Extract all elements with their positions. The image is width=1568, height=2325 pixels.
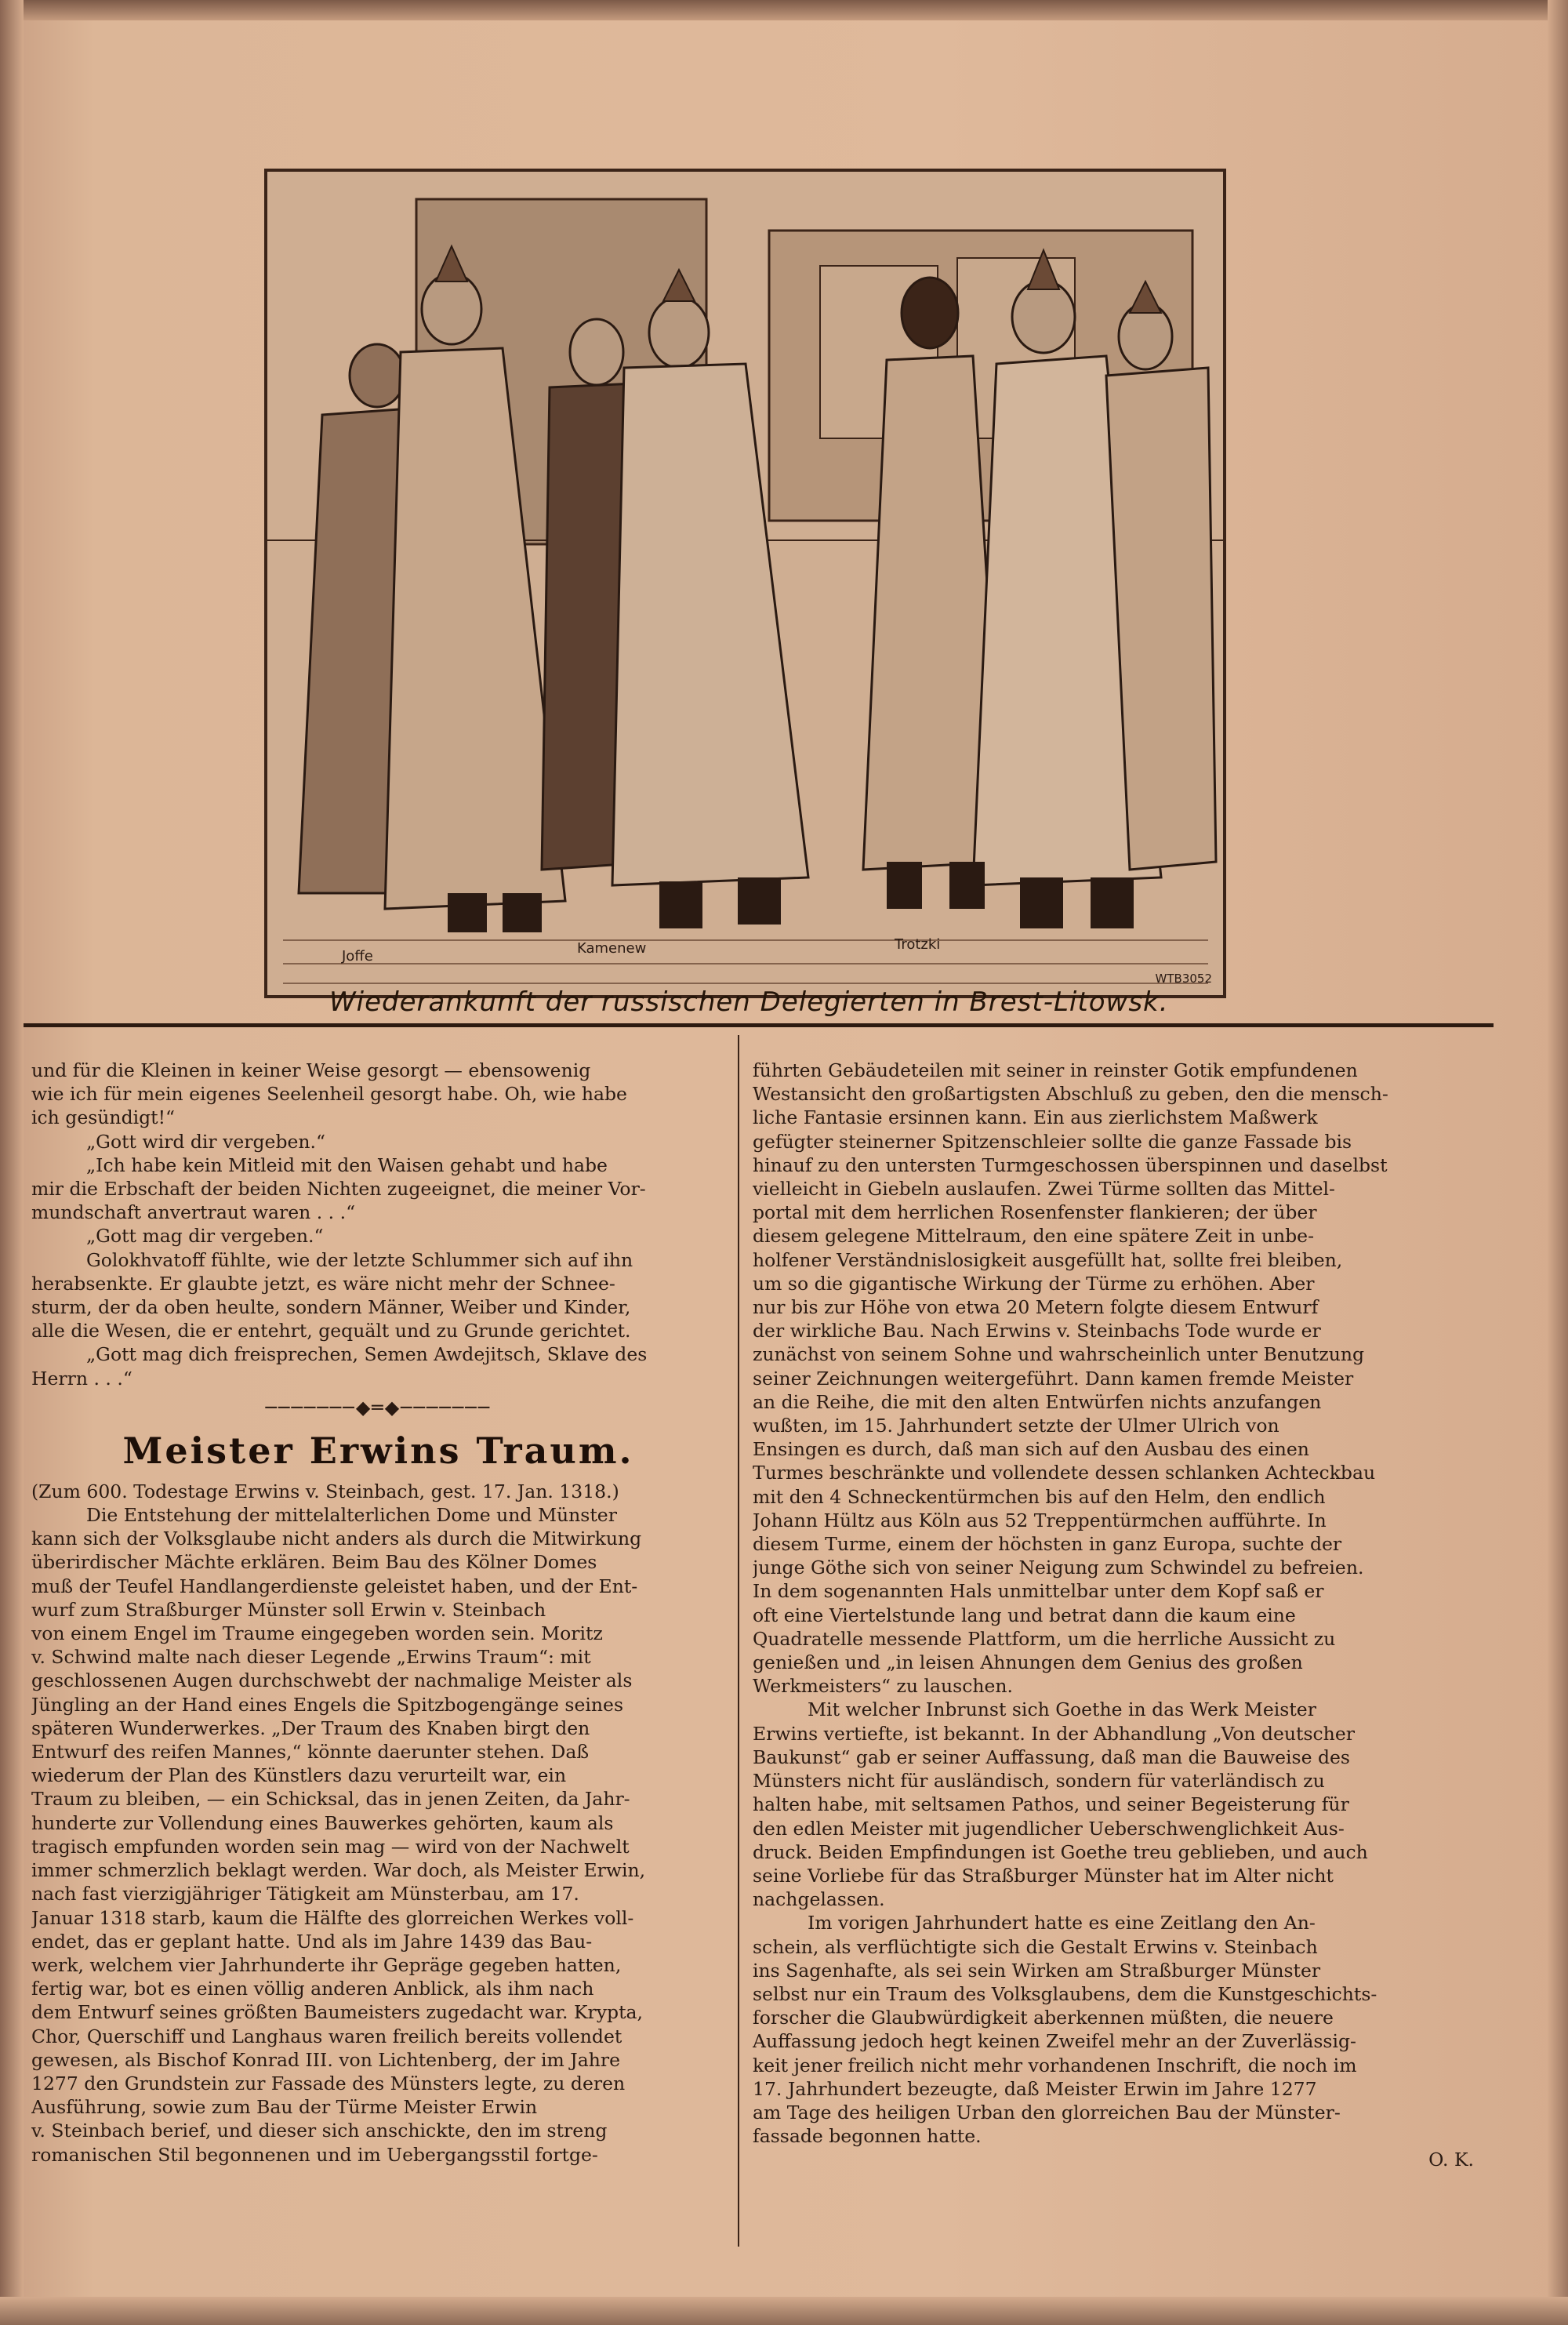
- text-line: Turmes beschränkte und vollendete dessen schlanken Achteckbau: [753, 1462, 1376, 1484]
- text-line: führten Gebäudeteilen mit seiner in reinster Gotik empfundenen: [753, 1059, 1358, 1081]
- page-left-edge: [0, 0, 24, 2325]
- text-line: nach fast vierzigjähriger Tätigkeit am Münsterbau, am 17.: [31, 1883, 579, 1905]
- illustration-caption: Wiederankunft der russischen Delegierten in Brest-Litowsk.: [329, 986, 1169, 1018]
- text-line: 17. Jahrhundert bezeugte, daß Meister Erwin im Jahre 1277: [753, 2077, 1317, 2100]
- text-line: am Tage des heiligen Urban den glorreichen Bau der Münster-: [753, 2101, 1341, 2123]
- text-line: v. Schwind malte nach dieser Legende „Erwins Traum“: mit: [31, 1646, 591, 1669]
- text-line: immer schmerzlich beklagt werden. War doch, als Meister Erwin,: [31, 1859, 646, 1882]
- text-line: Mit welcher Inbrunst sich Goethe in das Werk Meister: [808, 1698, 1316, 1721]
- text-line: oft eine Viertelstunde lang und betrat dann die kaum eine: [753, 1604, 1296, 1626]
- text-line: In dem sogenannten Hals unmittelbar unter dem Kopf saß er: [753, 1580, 1324, 1603]
- text-line: hinauf zu den untersten Turmgeschossen überspinnen und daselbst: [753, 1153, 1388, 1176]
- text-line: tragisch empfunden worden sein mag — wird von der Nachwelt: [31, 1835, 630, 1858]
- text-line: liche Fantasie ersinnen kann. Ein aus zierlichstem Maßwerk: [753, 1106, 1318, 1129]
- text-line: Traum zu bleiben, — ein Schicksal, das in jenen Zeiten, da Jahr-: [31, 1788, 630, 1811]
- text-line: Johann Hültz aus Köln aus 52 Treppentürmchen aufführte. In: [753, 1509, 1327, 1531]
- text-line: muß der Teufel Handlangerdienste geleistet haben, und der Ent-: [31, 1575, 638, 1597]
- text-line: fassade begonnen hatte.: [753, 2125, 982, 2148]
- text-line: „Gott wird dir vergeben.“: [86, 1130, 326, 1153]
- text-line: druck. Beiden Empfindungen ist Goethe treu geblieben, und auch: [753, 1840, 1368, 1863]
- text-line: Golokhvatoff fühlte, wie der letzte Schlummer sich auf ihn: [86, 1248, 633, 1271]
- label-trotzki: Trotzki: [895, 936, 941, 953]
- text-line: junge Göthe sich von seiner Neigung zum Schwindel zu befreien.: [753, 1557, 1364, 1579]
- text-line: sturm, der da oben heulte, sondern Männer, Weiber und Kinder,: [31, 1296, 631, 1319]
- text-line: kann sich der Volksglaube nicht anders als durch die Mitwirkung: [31, 1528, 642, 1550]
- article-heading: Meister Erwins Traum.: [122, 1429, 634, 1472]
- text-line: Im vorigen Jahrhundert hatte es eine Zeitlang den An-: [808, 1912, 1316, 1934]
- text-line: halten habe, mit seltsamen Pathos, und seiner Begeisterung für: [753, 1793, 1349, 1816]
- page-bottom-edge: [0, 2297, 1568, 2325]
- text-line: gefügter steinerner Spitzenschleier sollte die ganze Fassade bis: [753, 1130, 1352, 1153]
- text-line: „Gott mag dir vergeben.“: [86, 1225, 324, 1248]
- text-line: v. Steinbach berief, und dieser sich anschickte, den im streng: [31, 2120, 608, 2142]
- article-subheading: (Zum 600. Todestage Erwins v. Steinbach, gest. 17. Jan. 1318.): [31, 1480, 619, 1502]
- text-line: überirdischer Mächte erklären. Beim Bau des Kölner Domes: [31, 1551, 597, 1574]
- text-line: geschlossenen Augen durchschwebt der nachmalige Meister als: [31, 1669, 633, 1692]
- text-line: Chor, Querschiff und Langhaus waren freilich bereits vollendet: [31, 2025, 622, 2047]
- text-line: Januar 1318 starb, kaum die Hälfte des glorreichen Werkes voll-: [31, 1906, 634, 1929]
- text-line: „Gott mag dich freisprechen, Semen Awdejitsch, Sklave des: [86, 1343, 648, 1366]
- column-divider: [738, 1035, 739, 2247]
- text-line: und für die Kleinen in keiner Weise gesorgt — ebensowenig: [31, 1059, 591, 1081]
- horizontal-rule: [24, 1023, 1494, 1027]
- text-line: werk, welchem vier Jahrhunderte ihr Gepräge gegeben hatten,: [31, 1953, 622, 1976]
- text-line: selbst nur ein Traum des Volksglaubens, dem die Kunstgeschichts-: [753, 1982, 1377, 2005]
- text-line: dem Entwurf seines größten Baumeisters zugedacht war. Krypta,: [31, 2001, 643, 2024]
- text-line: um so die gigantische Wirkung der Türme zu erhöhen. Aber: [753, 1272, 1315, 1295]
- text-line: zunächst von seinem Sohne und wahrscheinlich unter Benutzung: [753, 1343, 1365, 1366]
- text-line: keit jener freilich nicht mehr vorhandenen Inschrift, die noch im: [753, 2054, 1357, 2076]
- text-line: schein, als verflüchtigte sich die Gestalt Erwins v. Steinbach: [753, 1935, 1318, 1958]
- text-line: nachgelassen.: [753, 1888, 885, 1911]
- text-line: „Ich habe kein Mitleid mit den Waisen gehabt und habe: [86, 1153, 608, 1176]
- text-line: diesem gelegene Mittelraum, den eine spätere Zeit in unbe-: [753, 1225, 1315, 1248]
- text-line: Westansicht den großartigsten Abschluß zu geben, den die mensch-: [753, 1083, 1388, 1106]
- text-line: genießen und „in leisen Ahnungen dem Genius des großen: [753, 1651, 1303, 1674]
- right-column: [753, 1059, 1474, 2172]
- left-column: [31, 1059, 725, 2167]
- text-line: 1277 den Grundstein zur Fassade des Münsters legte, zu deren: [31, 2072, 626, 2094]
- text-line: seiner Zeichnungen weitergeführt. Dann kamen fremde Meister: [753, 1367, 1354, 1390]
- page-top-edge: [0, 0, 1568, 20]
- text-line: den edlen Meister mit jugendlicher Ueberschwenglichkeit Aus-: [753, 1817, 1345, 1840]
- text-line: Erwins vertiefte, ist bekannt. In der Abhandlung „Von deutscher: [753, 1722, 1355, 1745]
- text-line: diesem Turme, einem der höchsten in ganz Europa, suchte der: [753, 1533, 1342, 1556]
- text-line: wie ich für mein eigenes Seelenheil gesorgt habe. Oh, wie habe: [31, 1083, 627, 1106]
- text-line: forscher die Glaubwürdigkeit aberkennen müßten, die neuere: [753, 2007, 1334, 2029]
- text-line: an die Reihe, die mit den alten Entwürfen nichts anzufangen: [753, 1390, 1322, 1413]
- text-line: seine Vorliebe für das Straßburger Münster hat im Alter nicht: [753, 1864, 1334, 1887]
- text-line: von einem Engel im Traume eingegeben worden sein. Moritz: [31, 1622, 603, 1645]
- ornament-divider: ───────◆═◆───────: [265, 1396, 492, 1419]
- text-line: wiederum der Plan des Künstlers dazu verurteilt war, ein: [31, 1764, 567, 1787]
- text-line: Auffassung jedoch hegt keinen Zweifel mehr an der Zuverlässig-: [753, 2030, 1356, 2053]
- article-signature: O. K.: [1428, 2149, 1474, 2171]
- agency-mark: WTB3052: [1155, 972, 1212, 986]
- text-line: gewesen, als Bischof Konrad III. von Lichtenberg, der im Jahre: [31, 2048, 621, 2071]
- label-kamenew: Kamenew: [577, 940, 647, 957]
- text-line: Quadratelle messende Plattform, um die herrliche Aussicht zu: [753, 1627, 1336, 1650]
- text-line: ich gesündigt!“: [31, 1106, 176, 1129]
- text-line: endet, das er geplant hatte. Und als im Jahre 1439 das Bau-: [31, 1930, 593, 1953]
- text-line: fertig war, bot es einen völlig anderen Anblick, als ihm nach: [31, 1978, 594, 2000]
- text-line: Herrn . . .“: [31, 1367, 132, 1390]
- illustration-engraving: [264, 169, 1226, 998]
- text-line: wurf zum Straßburger Münster soll Erwin v. Steinbach: [31, 1598, 546, 1621]
- text-line: Baukunst“ gab er seiner Auffassung, daß man die Bauweise des: [753, 1746, 1350, 1768]
- text-line: späteren Wunderwerkes. „Der Traum des Knaben birgt den: [31, 1717, 590, 1739]
- text-line: Jüngling an der Hand eines Engels die Spitzbogengänge seines: [31, 1693, 624, 1716]
- label-joffe: Joffe: [342, 948, 373, 965]
- text-line: Münsters nicht für ausländisch, sondern für vaterländisch zu: [753, 1770, 1325, 1793]
- text-line: hunderte zur Vollendung eines Bauwerkes gehörten, kaum als: [31, 1811, 614, 1834]
- text-line: mit den 4 Schneckentürmchen bis auf den Helm, den endlich: [753, 1485, 1326, 1508]
- text-line: mundschaft anvertraut waren . . .“: [31, 1201, 356, 1224]
- text-line: nur bis zur Höhe von etwa 20 Metern folgte diesem Entwurf: [753, 1296, 1319, 1319]
- text-line: wußten, im 15. Jahrhundert setzte der Ulmer Ulrich von: [753, 1415, 1279, 1437]
- text-line: Ausführung, sowie zum Bau der Türme Meister Erwin: [31, 2096, 538, 2119]
- text-line: Ensingen es durch, daß man sich auf den Ausbau des einen: [753, 1438, 1309, 1461]
- text-line: romanischen Stil begonnenen und im Uebergangsstil fortge-: [31, 2143, 598, 2166]
- page-right-edge: [1548, 0, 1568, 2325]
- text-line: alle die Wesen, die er entehrt, gequält und zu Grunde gerichtet.: [31, 1320, 631, 1342]
- engraving-drawing: [267, 172, 1223, 995]
- text-line: mir die Erbschaft der beiden Nichten zugeeignet, die meiner Vor-: [31, 1178, 646, 1201]
- text-line: holfener Verständnislosigkeit ausgefüllt hat, sollte frei bleiben,: [753, 1248, 1343, 1271]
- text-line: Entwurf des reifen Mannes,“ könnte daerunter stehen. Daß: [31, 1741, 590, 1764]
- text-line: Werkmeisters“ zu lauschen.: [753, 1675, 1014, 1698]
- text-line: portal mit dem herrlichen Rosenfenster flankieren; der über: [753, 1201, 1317, 1224]
- text-line: ins Sagenhafte, als sei sein Wirken am Straßburger Münster: [753, 1959, 1321, 1982]
- text-line: der wirkliche Bau. Nach Erwins v. Steinbachs Tode wurde er: [753, 1320, 1321, 1342]
- text-line: Die Entstehung der mittelalterlichen Dome und Münster: [86, 1504, 617, 1527]
- text-line: vielleicht in Giebeln auslaufen. Zwei Türme sollten das Mittel-: [753, 1178, 1335, 1201]
- text-line: herabsenkte. Er glaubte jetzt, es wäre nicht mehr der Schnee-: [31, 1272, 615, 1295]
